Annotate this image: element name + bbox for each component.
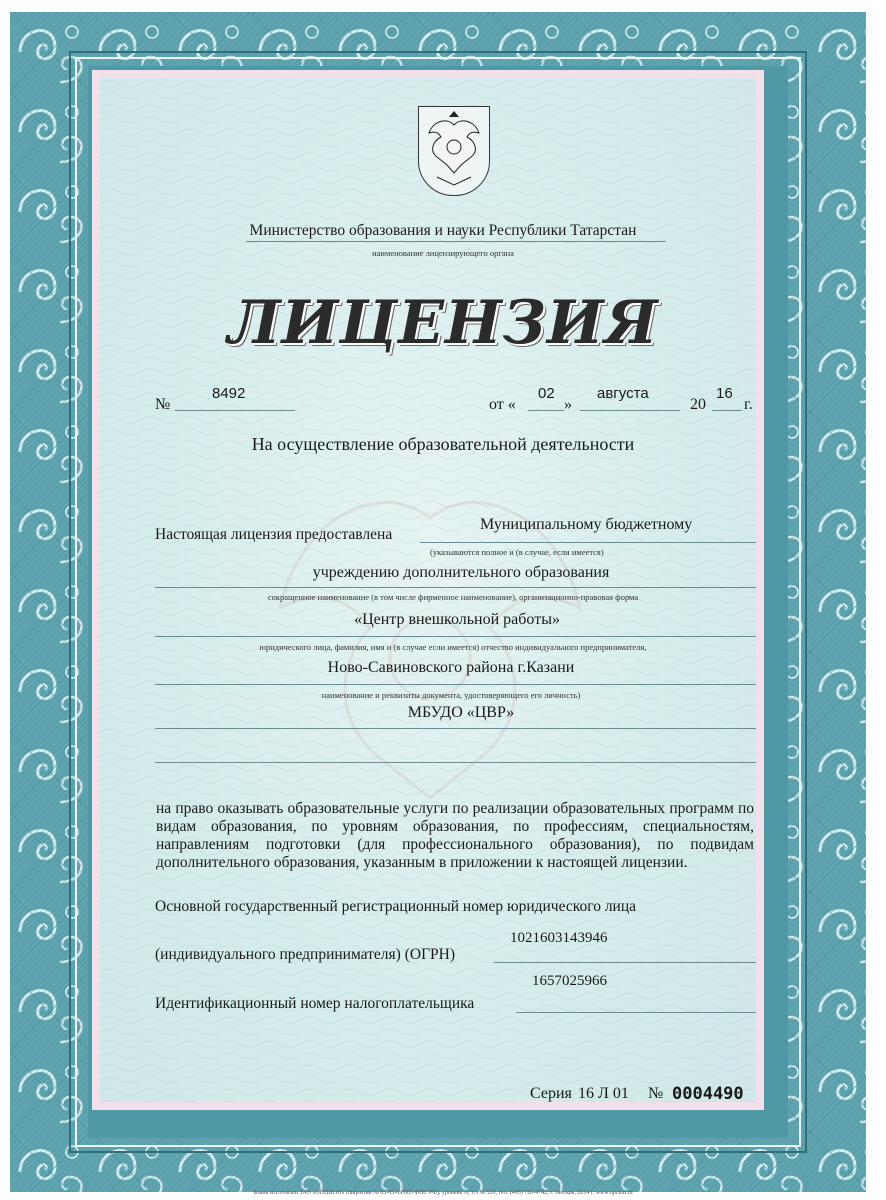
license-number: 8492: [212, 385, 246, 402]
grant-underline-6: [155, 762, 756, 763]
grant-line-5: МБУДО «ЦВР»: [407, 704, 515, 721]
issuer-underline: [246, 241, 666, 242]
date-day-close: »: [564, 396, 572, 413]
date-year-suffix: 16: [716, 385, 733, 402]
date-day: 02: [538, 385, 555, 402]
issuer-caption: наименование лицензирующего органа: [372, 248, 514, 258]
month-underline: [580, 410, 680, 411]
grant-underline-1: [420, 542, 756, 543]
grant-line-1: Муниципальному бюджетному: [480, 516, 693, 533]
date-year-unit: г.: [744, 396, 753, 413]
year-underline: [712, 410, 742, 411]
inn-label: Идентификационный номер налогоплательщика: [155, 995, 475, 1012]
issuer-name: Министерство образования и науки Республики Татарстан: [249, 222, 637, 239]
serial-number-label: №: [648, 1085, 664, 1102]
ogrn-underline: [494, 962, 756, 963]
grant-underline-2: [155, 587, 756, 588]
grant-line-4: Ново-Савиновского района г.Казани: [327, 659, 575, 676]
ogrn-label-2: (индивидуального предпринимателя) (ОГРН): [155, 946, 456, 963]
double-headed-eagle-icon: [419, 107, 489, 195]
coat-of-arms-emblem: [418, 106, 490, 196]
grant-caption-3: юридического лица, фамилия, имя и (в случае если имеется) отчество индивидуального предпринимателя,: [259, 642, 647, 652]
serial-label: Серия: [530, 1085, 572, 1102]
grant-underline-3: [155, 636, 756, 637]
date-year-prefix: 20: [690, 396, 706, 413]
date-prefix: от «: [489, 396, 516, 413]
grant-underline-5: [155, 728, 756, 729]
watermark-eagle-icon: [260, 458, 600, 818]
day-underline: [528, 410, 564, 411]
blank-printer-note: Бланк изготовлен ЗАО «ОПЦИОН» (лицензия № 05-05-09/003 ФНС РФ), уровень А, т/з № 520, тел. (495) 726-4742, г. Москва, 2014 г. www.opcion.ru: [253, 1190, 633, 1196]
grant-line-2: учреждению дополнительного образования: [312, 564, 610, 581]
document-title: ЛИЦЕНЗИЯ: [227, 288, 659, 358]
grant-label: Настоящая лицензия предоставлена: [155, 526, 393, 543]
date-month: августа: [597, 385, 649, 402]
number-label: №: [155, 396, 171, 413]
ogrn-label-1: Основной государственный регистрационный номер юридического лица: [155, 898, 637, 915]
license-subject: На осуществление образовательной деятельности: [251, 434, 635, 454]
inn-underline: [516, 1012, 756, 1013]
inn-value: 1657025966: [532, 973, 607, 989]
license-scope-text: на право оказывать образовательные услуги по реализации образовательных программ по видам образования, по уровням образования, по профессиям, специальностям, направлениям подготовки (для профессионального образования), по подвидам дополнительного образования, указанным в приложении к настоящей лицензии.: [156, 800, 754, 871]
ogrn-value: 1021603143946: [510, 930, 608, 946]
grant-underline-4: [155, 684, 756, 685]
grant-line-3: «Центр внешкольной работы»: [354, 611, 560, 628]
grant-caption-2: сокращенное наименование (в том числе фирменное наименование), организационно-правовая форма: [267, 592, 639, 602]
serial-series: 16 Л 01: [578, 1085, 629, 1102]
number-underline: [175, 410, 295, 411]
grant-caption-1: (указываются полное и (в случае, если имеется): [430, 547, 604, 557]
serial-number: 0004490: [672, 1084, 744, 1104]
grant-caption-4: наименование и реквизиты документа, удостоверяющего его личность): [321, 690, 581, 700]
